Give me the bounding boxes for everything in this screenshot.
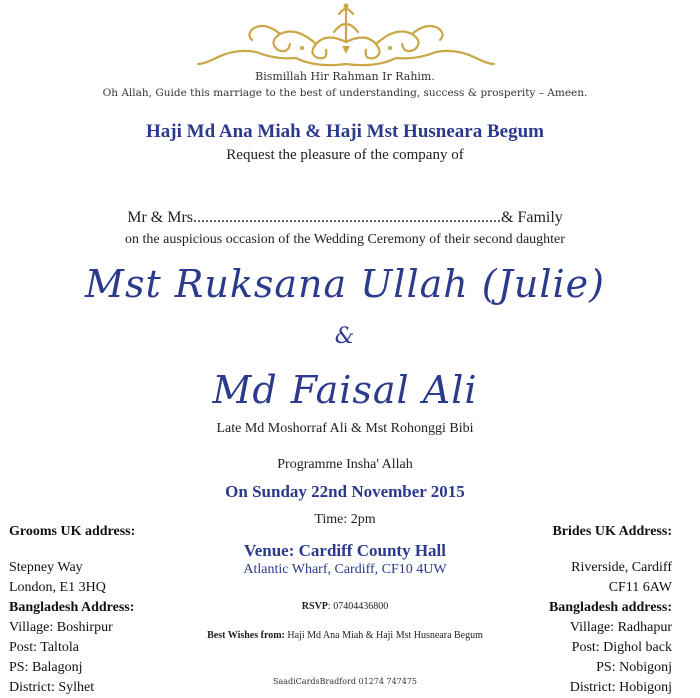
- event-date: On Sunday 22nd November 2015: [225, 482, 465, 501]
- venue-name: Venue: Cardiff County Hall: [244, 541, 446, 560]
- brides-bd-line: PS: Nobigonj: [596, 660, 672, 675]
- request-text: Request the pleasure of the company of: [226, 147, 464, 163]
- groom-name: Md Faisal Ali: [212, 368, 478, 412]
- grooms-address-block: [9, 522, 135, 698]
- gold-filigree-ornament-icon: [196, 2, 496, 72]
- prayer-text: Oh Allah, Guide this marriage to the best of understanding, success & prosperity – Ameen.: [102, 87, 588, 99]
- bismillah-text: Bismillah Hir Rahman Ir Rahim.: [255, 70, 435, 83]
- brides-address-block: [549, 522, 672, 698]
- ampersand: &: [334, 324, 356, 349]
- invitee-line: Mr & Mrs.............................................................................& Family: [127, 209, 563, 226]
- grooms-bd-line: Village: Boshirpur: [9, 620, 113, 635]
- occasion-text: on the auspicious occasion of the Wedding Ceremony of their second daughter: [125, 232, 565, 247]
- grooms-uk-title: Grooms UK address:: [9, 524, 136, 539]
- printer-credit: SaadiCardsBradford 01274 747475: [272, 677, 418, 686]
- groom-parents: Late Md Moshorraf Ali & Mst Rohonggi Bibi: [216, 421, 474, 436]
- grooms-uk-line: London, E1 3HQ: [9, 580, 106, 595]
- brides-uk-title: Brides UK Address:: [552, 524, 672, 539]
- hosts-names: Haji Md Ana Miah & Haji Mst Husneara Begum: [146, 121, 544, 142]
- brides-bd-line: Village: Radhapur: [569, 620, 672, 635]
- brides-bd-line: Post: Dighol back: [571, 640, 672, 655]
- brides-uk-line: CF11 6AW: [608, 580, 672, 595]
- grooms-bd-line: District: Sylhet: [9, 680, 95, 695]
- grooms-uk-line: Stepney Way: [9, 560, 83, 575]
- rsvp-number: : 07404436800: [327, 601, 389, 612]
- best-wishes-label: Best Wishes from:: [207, 630, 285, 641]
- grooms-bd-title: Bangladesh Address:: [9, 600, 135, 615]
- brides-bd-line: District: Hobigonj: [569, 680, 672, 695]
- bride-name: Mst Ruksana Ullah (Julie): [85, 262, 605, 306]
- grooms-bd-line: PS: Balagonj: [9, 660, 83, 675]
- grooms-bd-line: Post: Taltola: [9, 640, 79, 655]
- event-time: Time: 2pm: [314, 512, 376, 527]
- brides-bd-title: Bangladesh address:: [548, 600, 672, 615]
- best-wishes-names: Haji Md Ana Miah & Haji Mst Husneara Begum: [284, 630, 483, 641]
- programme-label: Programme Insha' Allah: [277, 457, 413, 472]
- venue-address: Atlantic Wharf, Cardiff, CF10 4UW: [243, 562, 447, 577]
- rsvp-label: RSVP: [301, 601, 328, 612]
- brides-uk-line: Riverside, Cardiff: [571, 560, 672, 575]
